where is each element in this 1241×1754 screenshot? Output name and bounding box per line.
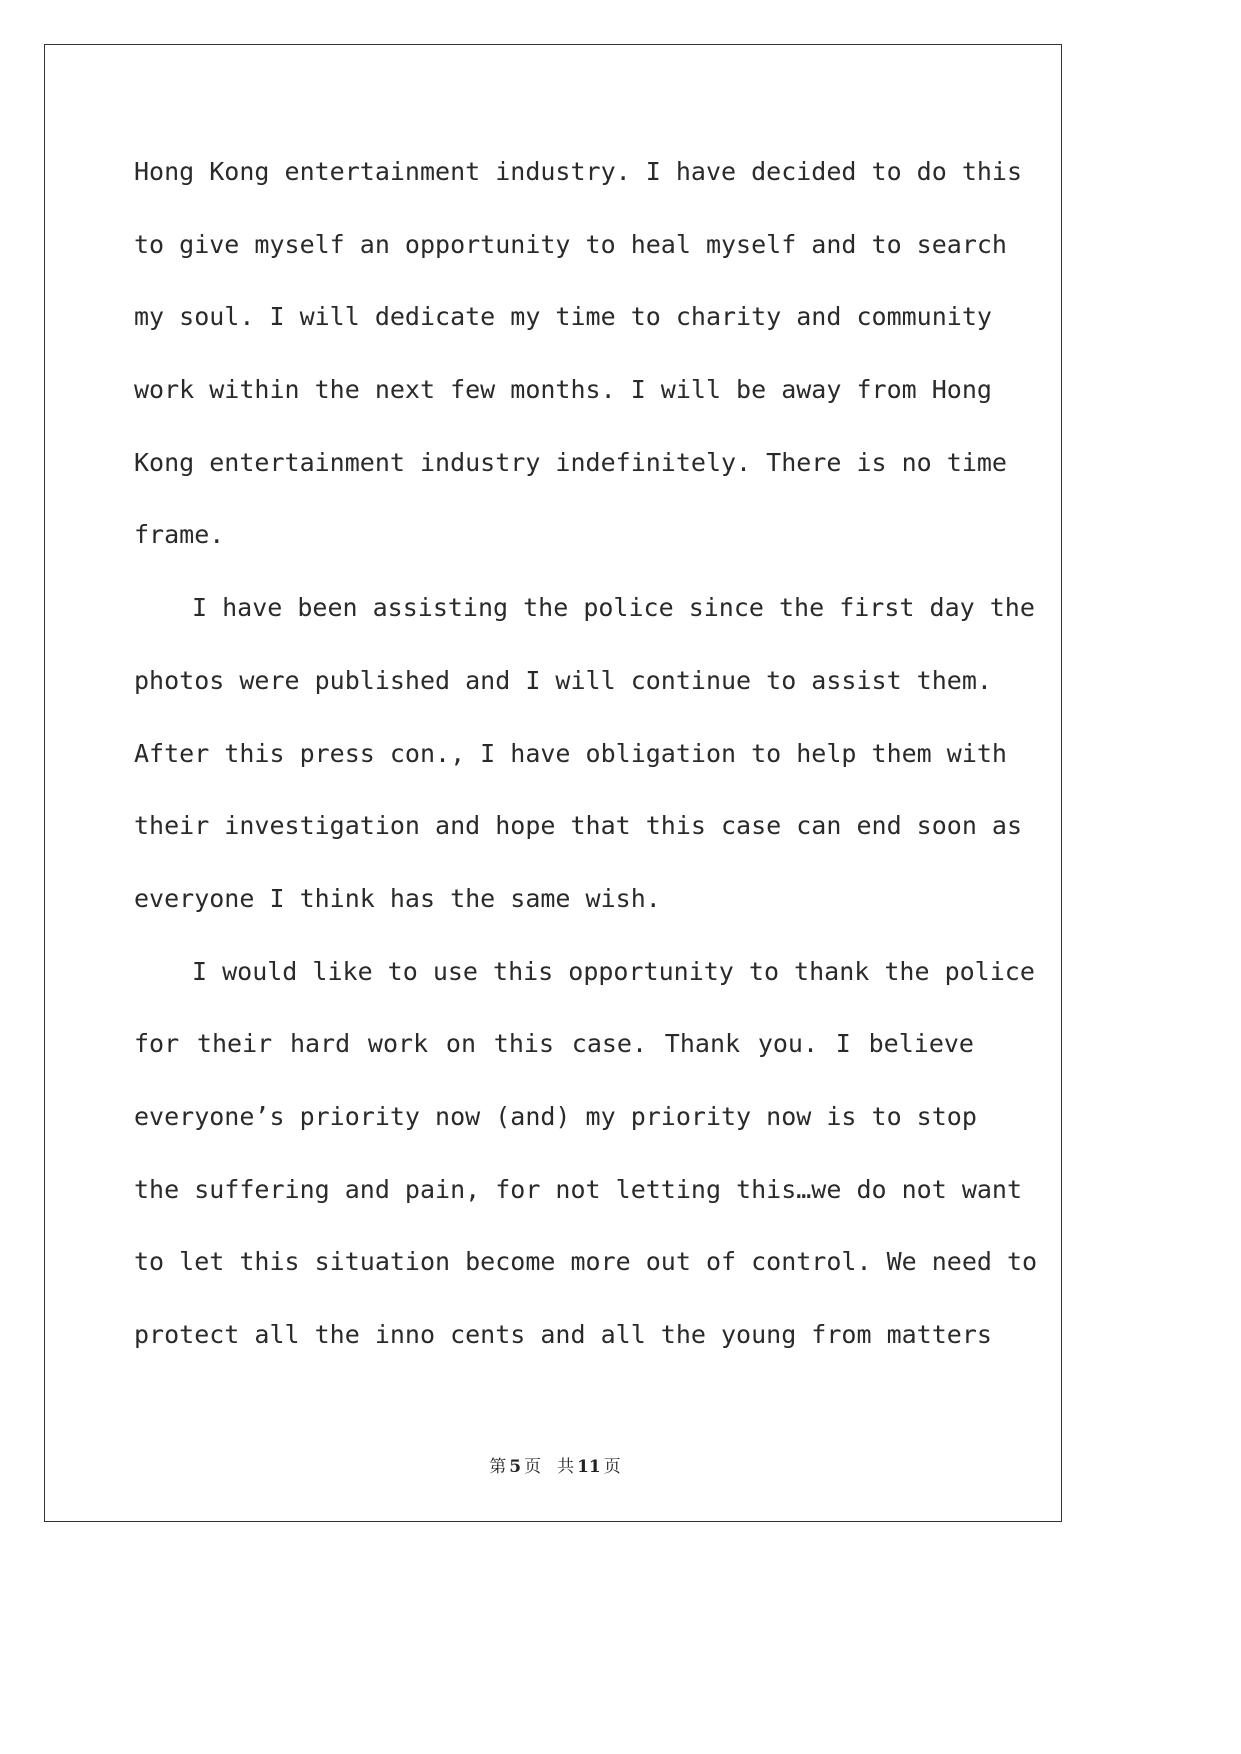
text-line: everyone’s priority now (and) my priority now is to stop — [134, 1101, 977, 1131]
text-line: to give myself an opportunity to heal myself and to search — [134, 229, 1007, 259]
page-footer — [0, 1452, 1110, 1477]
document-body — [134, 136, 1038, 1372]
page-prefix: 第 — [489, 1457, 507, 1477]
text-line: After this press con., I have obligation to help them with — [134, 738, 1007, 768]
text-line: their investigation and hope that this case can end soon as — [134, 811, 1023, 841]
text-line: the suffering and pain, for not letting this…we do not want — [134, 1174, 1023, 1204]
page-suffix: 页 — [524, 1457, 542, 1477]
page-number: 5 — [509, 1457, 522, 1477]
text-line: Hong Kong entertainment industry. I have decided to do this — [134, 157, 1023, 186]
total-pages: 11 — [577, 1457, 601, 1477]
text-line: work within the next few months. I will be away from Hong — [134, 375, 992, 405]
total-suffix: 页 — [603, 1457, 621, 1477]
text-line: for their hard work on this case. Thank you. I believe — [134, 1029, 974, 1059]
text-line: I have been assisting the police since the first day the — [192, 593, 1035, 623]
text-line: to let this situation become more out of control. We need to — [134, 1247, 1038, 1277]
text-line: Kong entertainment industry indefinitely. There is no time — [134, 447, 1007, 477]
text-line: photos were published and I will continue to assist them. — [134, 665, 992, 695]
text-line: frame. — [134, 520, 225, 550]
text-line: I would like to use this opportunity to thank the police — [192, 956, 1035, 986]
text-line: my soul. I will dedicate my time to charity and community — [134, 302, 992, 332]
text-line: protect all the inno cents and all the young from matters — [134, 1320, 992, 1349]
text-line: everyone I think has the same wish. — [134, 883, 661, 913]
total-prefix: 共 — [557, 1457, 575, 1477]
